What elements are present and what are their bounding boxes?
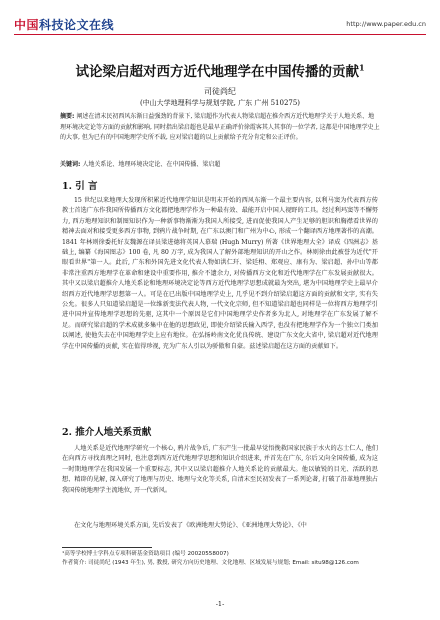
abstract-text: 阐述在清末民初西风东渐日益强劲的背景下, 梁启超作为代表人物梁启超在推介西方近代地理学关于人地关系、地理环境决定论等方面的贡献和影响, 同时指出梁启超也是最早正确评价徐霞客其人其事的一位学者, 这都是中国地理学史上的大事, 但为已有的中国地理学史所不载, 应对梁启超的以上贡献给予充分肯定和公正评价。 [60, 113, 380, 141]
title-footnote-mark: 1 [358, 62, 365, 73]
footnote-author-bio: 作者简介: 司徒尚纪 (1943 年生), 男, 教授, 研究方向历史地理、文化地理、区域发展与规划; Email: situ98@126.com [62, 559, 359, 566]
paper-title-text: 试论梁启超对西方近代地理学在中国传播的贡献 [75, 64, 359, 80]
header-divider [14, 34, 426, 35]
page-number: -1- [215, 600, 225, 608]
keywords-text: 人地关系论、地理环境决定论、在中国传播、梁启超 [82, 161, 221, 168]
paper-title [0, 60, 440, 80]
keywords-label: 关键词: [60, 161, 81, 168]
site-url[interactable]: http://www.paper.edu.cn [346, 20, 426, 28]
section-2-paragraph-2: 在文化与地理环境关系方面, 先后发表了《欧洲地理大势论》、《亚洲地理大势论》、《中 [74, 522, 307, 529]
section-2-paragraph-1: 人地关系是近代地理学研究一个核心, 鸦片战争后, 广东产生一批最早觉悟挽救国家民族于水火的志士仁人, 他们在向西方寻找真理之同时, 也注意到西方近代地理学思想和知识介绍进来, 并首先在广东, 尔后又向全国传播, 成为这一时期地理学在我国发展一个重要标志, 其中又以梁启超推介人地关系论的贡献最大。他以敏锐的目光、活跃的思想、精辟的见解, 深入研究了地理与历史、地理与文化等关系, 自清末至民初发表了一系列论著, 打破了沿革地理独占我国传统地理学主流地位, 开一代新风。 [62, 445, 378, 494]
logo-part-2: 科技论文在线 [39, 18, 115, 32]
section-heading-1: 1. 引 言 [62, 181, 98, 192]
site-logo[interactable] [14, 16, 114, 33]
section-heading-2: 2. 推介人地关系贡献 [62, 427, 152, 438]
footnote-funding: ¹高等学校博士学科点专项科研基金资助项目 (编号 20020558007) [62, 551, 229, 557]
page-header [14, 6, 426, 36]
section-1-paragraph: 15 世纪以来地理大发现所积累近代地理学知识是明末开始的西风东渐一个最主要内容, 以利马窦为代表西方传教士首选广东作我国所传播西方文化都把地理学作为一种最有效、最能开启中国人视野的工具。经过利玛窦等不懈努力, 西方地理知识和制图知识作为一种新事物渐渐为我国人所接受, 进而促使我国人产生足够的胆识和胸襟看世界的精神去面对和接受更多西方事物, 到鸦片战争时期, 在广东以澳门和广州为中心, 形成一个翻译西方地理著作的高潮。1841 年林则徐委托好友魏源在译员梁进德将英国人慕瑞 (Hugh Murry) 所著《世界地理大全》译成《四洲志》基础上, 编纂《海国图志》100 卷, 凡 80 万字, 成为我国人了解外部地理知识的开山之作。林则徐由此被誉为近代"开眼看世界"第一人。此后, 广东和外国先进文化代表人物如洪仁玕、梁廷枏、郑观应、康有为、梁启超、孙中山等都非常注重西方地理学在革命和建设中重要作用, 推介不遗余力, 对传播西方文化和近代地理学在广东发展贡献很大。其中又以梁启超推介人地关系论和地理环境决定论等西方近代地理学思想成就最为突出, 堪为中国地理学史上最早介绍西方近代地理学思想第一人。可是在已出版中国地理学史上, 几乎见不到介绍梁启超这方面的贡献和文字, 实有失公允。很多人只知道梁启超是一位维新变法代表人物, 一代文化宗师, 但不知道梁启超也同样是一位将西方地理学引进中国并宣传地理学思想的先驱, 这其中一个原因是它们中国地理学史作者多为北人, 对地理学在广东发展了解不足。而研究梁启超的学术成就多集中在他的思想政见, 即使介绍梁氏输入西学, 也没有把地理学作为一个独立门类加以阐述, 使他失去在中国地理学史上应有地位。在弘扬岭南文化优良传统、建设广东文化大省中, 梁启超对近代地理学在中国传播的贡献, 实在值得珍视, 充为广东人引以为骄傲和自豪。兹述梁启超在这方面的贡献如下。 [62, 197, 378, 350]
author-name: 司徒尚纪 [204, 87, 236, 96]
footnote-divider [62, 547, 152, 548]
author-affiliation: (中山大学地理科学与规划学院, 广东 广州 510275) [139, 99, 301, 107]
abstract [60, 112, 380, 144]
keywords [60, 159, 380, 168]
logo-part-1: 中国 [14, 18, 40, 32]
footnotes [62, 550, 378, 567]
abstract-label: 摘要: [60, 113, 75, 120]
